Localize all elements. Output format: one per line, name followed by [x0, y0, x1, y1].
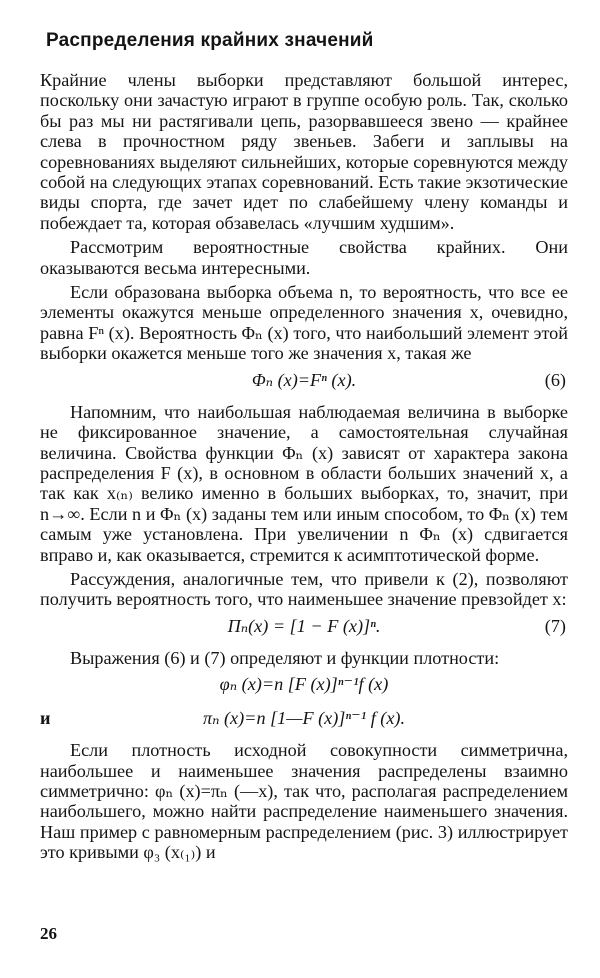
formula-6: [40, 368, 568, 396]
formula-density-min: [40, 706, 568, 734]
paragraph-4: Напомним, что наибольшая наблюдаемая величина в выборке не фиксированное значение, а самостоятельная случайная величина. Свойства функции Φₙ (x) зависят от характера закона распределения F (x), в основном в области больших значений x, а так как x₍ₙ₎ велико именно в больших выборках, то, значит, при n→∞. Если n и Φₙ (x) заданы тем или иным способом, то Φₙ (x) тем самым уже установлена. При увеличении n Φₙ (x) сдвигается вправо и, как оказывается, стремится к асимптотической форме.: [40, 401, 568, 565]
formula-6-number: (6): [544, 369, 566, 390]
paragraph-3: Если образована выборка объема n, то вероятность, что все ее элементы окажутся меньше определенного значения x, очевидно, равна Fⁿ (x). Вероятность Φₙ (x) того, что наибольший элемент этой выборки окажется меньше того же значения x, такая же: [40, 282, 568, 364]
formula-6-expression: Φₙ (x)=Fⁿ (x).: [251, 369, 357, 390]
formula-density-min-expression: πₙ (x)=n [1—F (x)]ⁿ⁻¹ f (x).: [202, 708, 406, 729]
page-number: 26: [40, 924, 57, 943]
formula-density-max: [40, 672, 568, 700]
paragraph-7: Если плотность исходной совокупности симметрична, наибольшее и наименьшее значения распределены взаимно симметрично: φₙ (x)=πₙ (—x), так что, располагая распределением наибольшего, можно найти распределение наименьшего значения. Наш пример с равномерным распределением (рис. 3) иллюстрирует это кривыми φ₃ (x₍₁₎) и: [40, 740, 568, 863]
formula-density-min-conjunction: и: [40, 708, 51, 729]
paragraph-2: Рассмотрим вероятностные свойства крайних. Они оказываются весьма интересными.: [40, 237, 568, 278]
page-body: [40, 70, 568, 867]
paragraph-5: Рассуждения, аналогичные тем, что привели к (2), позволяют получить вероятность того, что наименьшее значение превзойдет x:: [40, 568, 568, 610]
formula-7-expression: Πₙ(x) = [1 − F (x)]ⁿ.: [227, 615, 381, 636]
section-title: Распределения крайних значений: [46, 30, 374, 51]
formula-7: [40, 614, 568, 642]
formula-density-max-expression: φₙ (x)=n [F (x)]ⁿ⁻¹f (x): [219, 674, 389, 695]
paragraph-6: Выражения (6) и (7) определяют и функции плотности:: [70, 647, 500, 668]
formula-7-number: (7): [544, 615, 566, 636]
paragraph-1: Крайние члены выборки представляют большой интерес, поскольку они зачастую играют в группе особую роль. Так, сколько бы раз мы ни растягивали цепь, разорвавшееся звено — крайнее слева в прочностном ряду звеньев. Забеги и заплывы на соревнованиях выделяют сильнейших, которые соревнуются между собой на следующих этапах соревнований. Есть такие экзотические виды спорта, где зачет идет по слабейшему члену команды и побеждает та, которая обзавелась «лучшим худшим».: [40, 70, 568, 233]
